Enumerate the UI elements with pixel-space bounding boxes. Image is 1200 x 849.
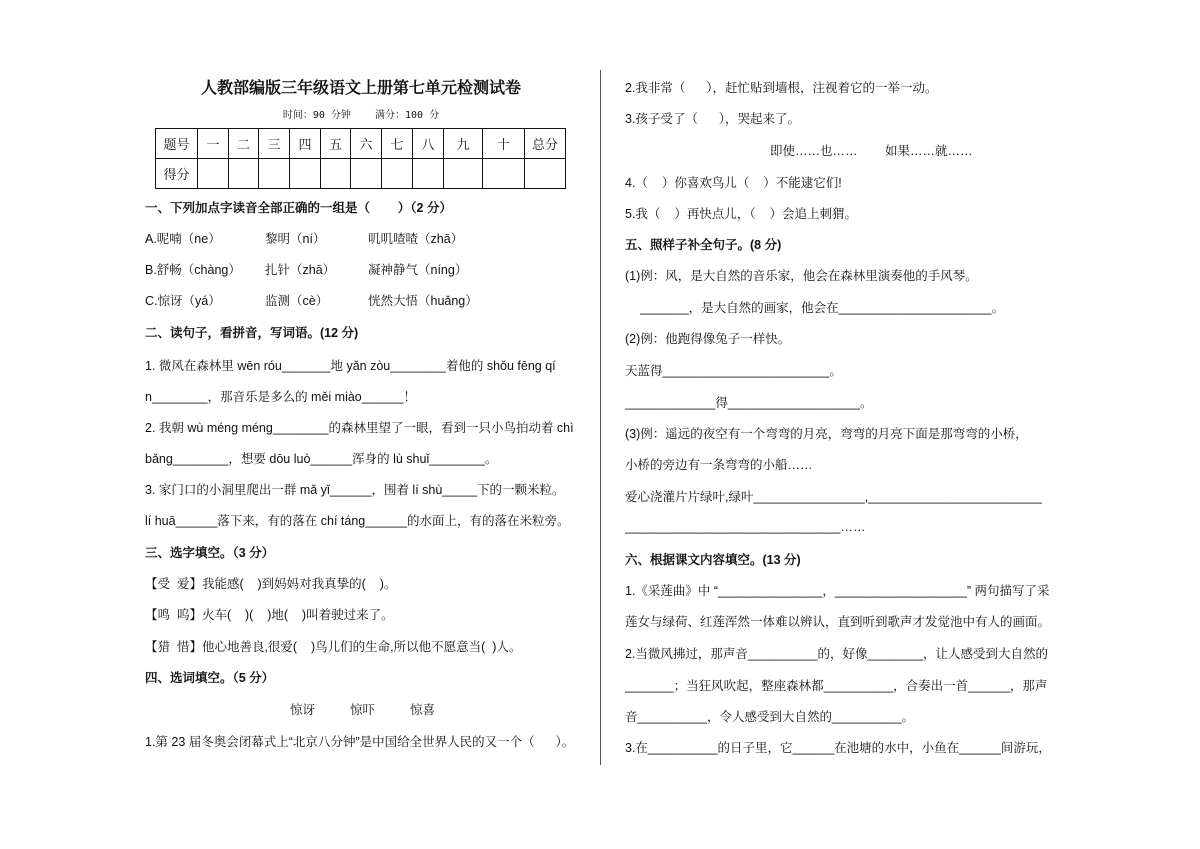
section4-question-5: 5.我（ ）再快点儿，（ ）会追上刺猬。 — [625, 207, 857, 221]
section5-line: (2)例：他跑得像兔子一样快。 — [625, 332, 791, 346]
option-a-word2: 黎明（ní） — [265, 232, 326, 246]
option-b-word3: 凝神静气（níng） — [368, 263, 468, 277]
section5-line: 小桥的旁边有一条弯弯的小船…… — [625, 458, 813, 472]
section3-question-line: 【鸣 呜】火车( )( )地( )叫着驶过来了。 — [145, 608, 394, 622]
section4-question-1: 1.第 23 届冬奥会闭幕式上“北京八分钟”是中国给全世界人民的又一个（ ）。 — [145, 735, 575, 749]
conjunction-choice: 即使……也…… — [770, 144, 858, 158]
section5-line: _______，是大自然的画家，他会在______________________。 — [640, 301, 1005, 315]
score-table-header: 七 — [382, 129, 413, 159]
section2-question-line: bǎng________，想要 dōu luò______浑身的 lù shuǐ________。 — [145, 452, 498, 466]
option-b-word2: 扎针（zhā） — [265, 263, 336, 277]
word-choice: 惊讶 — [290, 703, 316, 717]
score-table-header: 九 — [444, 129, 483, 159]
score-table-header: 五 — [321, 129, 351, 159]
section5-line: _____________得___________________。 — [625, 396, 873, 410]
score-table-header: 八 — [413, 129, 444, 159]
option-c-word2: 监测（cè） — [265, 294, 329, 308]
section2-question-line: 1. 微风在森林里 wēn róu_______地 yǎn zòu________着他的 shǒu fēng qí — [145, 359, 556, 373]
score-cell — [382, 159, 413, 189]
score-table-header: 二 — [229, 129, 259, 159]
section4-question-4: 4.（ ）你喜欢鸟儿（ ）不能逮它们! — [625, 176, 842, 190]
section6-line: 1.《采莲曲》中 “_______________，___________________” 两句描写了采 — [625, 584, 1050, 598]
column-divider — [600, 70, 601, 765]
section4-question-2: 2.我非常（ ），赶忙贴到墙根，注视着它的一举一动。 — [625, 81, 938, 95]
score-cell — [413, 159, 444, 189]
exam-title: 人教部编版三年级语文上册第七单元检测试卷 — [200, 80, 521, 97]
section2-question-line: n________，那音乐是多么的 měi miào______！ — [145, 390, 416, 404]
section6-line: _______；当狂风吹起，整座森林都__________，合奏出一首______，那声 — [625, 679, 1048, 693]
score-table-header: 十 — [483, 129, 525, 159]
section6-line: 音__________，令人感受到大自然的__________。 — [625, 710, 915, 724]
word-choice: 惊喜 — [410, 703, 436, 717]
option-a-word3: 叽叽喳喳（zhā） — [368, 232, 464, 246]
section5-line: 爱心浇灌片片绿叶,绿叶________________,_________________________ — [625, 490, 1042, 504]
score-cell — [525, 159, 566, 189]
score-table-header: 一 — [198, 129, 229, 159]
section3-question-line: 【受 爱】我能感( )到妈妈对我真挚的( )。 — [145, 577, 397, 591]
option-b-word1: B.舒畅（chàng） — [145, 263, 241, 277]
word-choice: 惊吓 — [350, 703, 376, 717]
score-cell — [483, 159, 525, 189]
section6-line: 3.在__________的日子里，它______在池塘的水中，小鱼在______间游玩， — [625, 741, 1051, 755]
option-a-word1: A.呢喃（ne） — [145, 232, 221, 246]
section1-heading: 一、下列加点字读音全部正确的一组是（ ）（2 分） — [145, 201, 452, 215]
score-table-header: 题号 — [156, 129, 198, 159]
score-row-label: 得分 — [156, 159, 198, 189]
section4-question-3: 3.孩子受了（ ），哭起来了。 — [625, 112, 801, 126]
score-table-header-row — [156, 129, 566, 159]
score-table-header: 总分 — [525, 129, 566, 159]
score-cell — [198, 159, 229, 189]
score-cell — [351, 159, 382, 189]
option-c-word1: C.惊讶（yá） — [145, 294, 221, 308]
section5-line: 天蓝得________________________。 — [625, 364, 842, 378]
score-table-score-row — [156, 159, 566, 189]
section2-question-line: 2. 我朝 wù méng méng________的森林里望了一眼，看到一只小鸟拍动着 chì — [145, 421, 574, 435]
section3-heading: 三、选字填空。（3 分） — [145, 546, 275, 560]
score-cell — [444, 159, 483, 189]
option-c-word3: 恍然大悟（huǎng） — [368, 294, 478, 308]
section5-line: (3)例：遥远的夜空有一个弯弯的月亮，弯弯的月亮下面是那弯弯的小桥， — [625, 427, 1028, 441]
section6-heading: 六、根据课文内容填空。(13 分) — [625, 553, 801, 567]
section3-question-line: 【猎 惜】他心地善良,很爱( )鸟儿们的生命,所以他不愿意当( )人。 — [145, 640, 522, 654]
score-table-header: 四 — [290, 129, 321, 159]
section2-question-line: lí huā______落下来，有的落在 chí táng______的水面上，有的落在米粒旁。 — [145, 514, 570, 528]
exam-subtitle: 时间：90 分钟 满分：100 分 — [282, 110, 440, 121]
section4-heading: 四、选词填空。（5 分） — [145, 671, 275, 685]
section6-line: 2.当微风拂过，那声音__________的，好像________，让人感受到大自然的 — [625, 647, 1049, 661]
section5-line: (1)例：风，是大自然的音乐家，他会在森林里演奏他的手风琴。 — [625, 269, 978, 283]
section6-line: 莲女与绿荷、红莲浑然一体难以辨认，直到听到歌声才发觉池中有人的画面。 — [625, 615, 1051, 629]
score-table-header: 六 — [351, 129, 382, 159]
score-cell — [259, 159, 290, 189]
section5-heading: 五、照样子补全句子。(8 分) — [625, 238, 782, 252]
score-cell — [321, 159, 351, 189]
section5-line: _______________________________…… — [625, 520, 866, 534]
section2-question-line: 3. 家门口的小洞里爬出一群 mǎ yǐ______，围着 lí shù_____下的一颗米粒。 — [145, 483, 565, 497]
score-table — [155, 128, 566, 189]
section2-heading: 二、读句子，看拼音，写词语。(12 分) — [145, 326, 359, 340]
score-cell — [229, 159, 259, 189]
score-cell — [290, 159, 321, 189]
conjunction-choice: 如果……就…… — [885, 144, 973, 158]
score-table-header: 三 — [259, 129, 290, 159]
